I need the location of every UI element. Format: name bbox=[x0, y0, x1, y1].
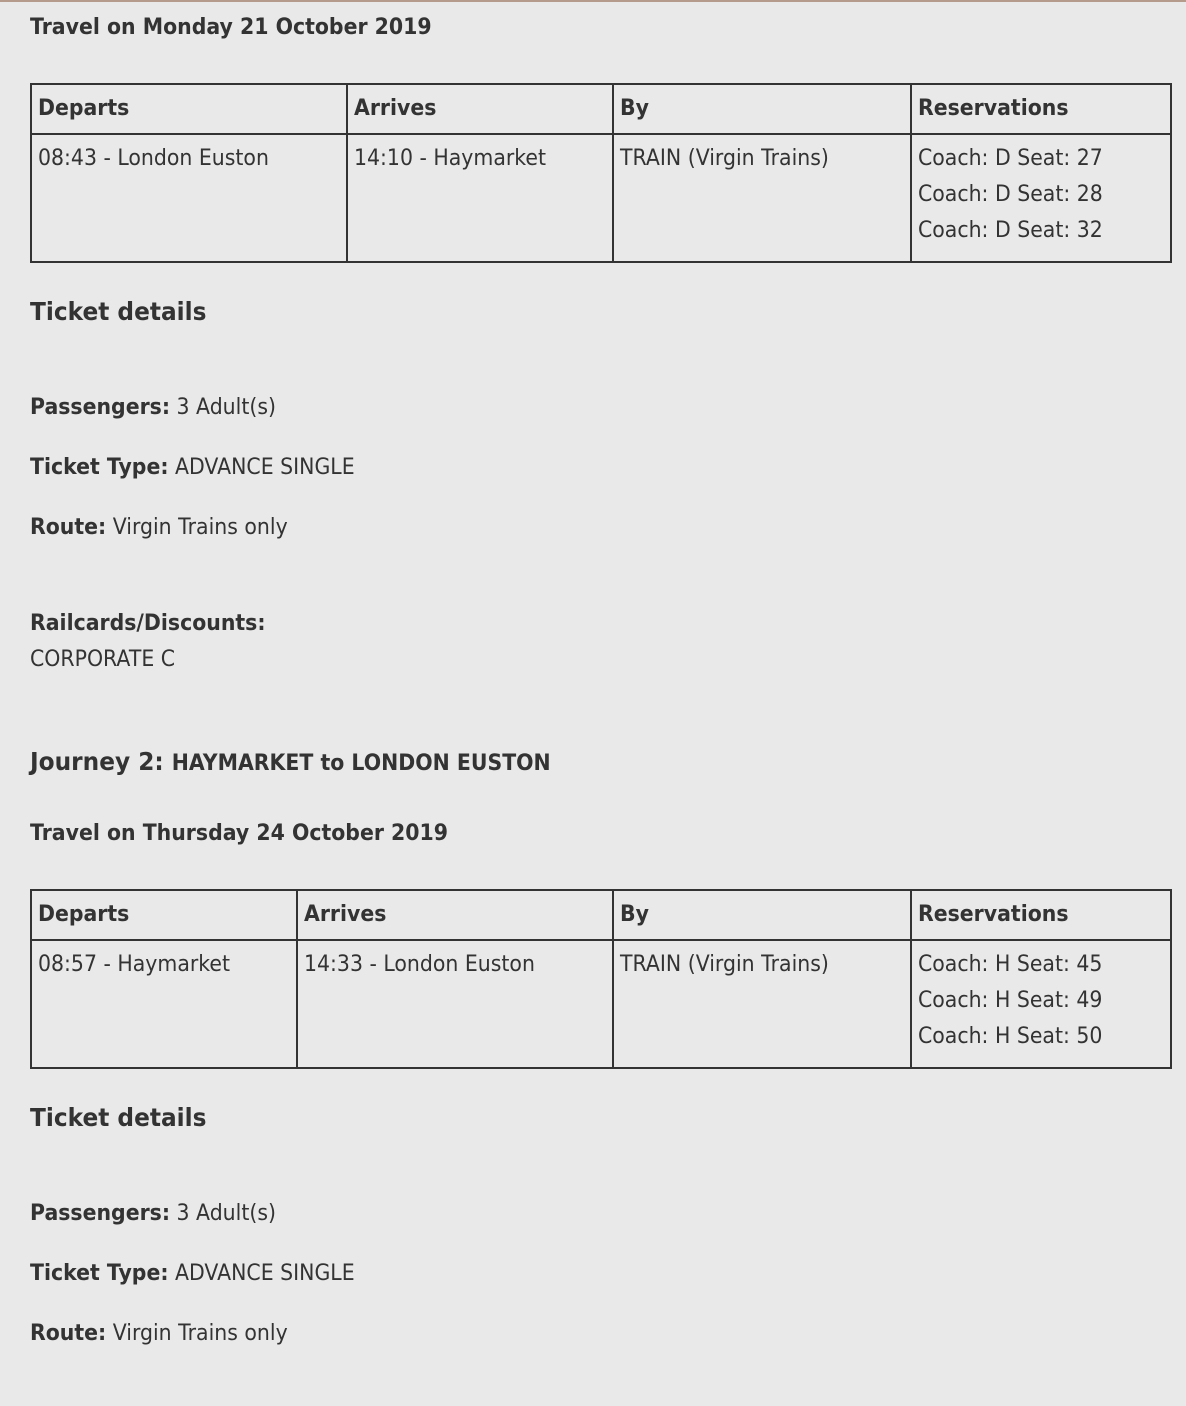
ticket-details-heading-1: Ticket details bbox=[30, 297, 207, 326]
reservation-line: Coach: D Seat: 32 bbox=[918, 218, 1103, 243]
column-header-reservations: Reservations bbox=[911, 890, 1171, 940]
ticket-type-line-1 bbox=[30, 454, 355, 482]
route-value: Virgin Trains only bbox=[112, 515, 288, 540]
departs-cell: 08:43 - London Euston bbox=[31, 134, 347, 262]
ticket-type-value: ADVANCE SINGLE bbox=[175, 455, 355, 480]
column-header-reservations: Reservations bbox=[911, 84, 1171, 134]
top-border-strip bbox=[0, 0, 1186, 2]
ticket-details-heading-2: Ticket details bbox=[30, 1103, 207, 1132]
column-header-arrives: Arrives bbox=[297, 890, 613, 940]
route-line-2 bbox=[30, 1320, 288, 1348]
travel-date: Monday 21 October 2019 bbox=[142, 15, 432, 40]
ticket-type-line-2 bbox=[30, 1260, 355, 1288]
by-cell: TRAIN (Virgin Trains) bbox=[613, 940, 911, 1068]
route-label: Route: bbox=[30, 515, 107, 540]
reservation-line: Coach: D Seat: 27 bbox=[918, 146, 1103, 171]
reservation-line: Coach: H Seat: 45 bbox=[918, 952, 1103, 977]
travel-label: Travel on bbox=[30, 821, 136, 846]
passengers-label: Passengers: bbox=[30, 1201, 171, 1226]
ticket-type-value: ADVANCE SINGLE bbox=[175, 1261, 355, 1286]
arrives-cell: 14:10 - Haymarket bbox=[347, 134, 613, 262]
table-row bbox=[31, 134, 1171, 262]
passengers-label: Passengers: bbox=[30, 395, 171, 420]
travel-label: Travel on bbox=[30, 15, 136, 40]
by-cell: TRAIN (Virgin Trains) bbox=[613, 134, 911, 262]
reservations-cell bbox=[911, 134, 1171, 262]
travel-date: Thursday 24 October 2019 bbox=[142, 821, 448, 846]
journey-heading-2 bbox=[30, 747, 551, 779]
passengers-value: 3 Adult(s) bbox=[176, 395, 276, 420]
railcards-value: CORPORATE C bbox=[30, 647, 176, 672]
reservation-line: Coach: H Seat: 49 bbox=[918, 988, 1103, 1013]
travel-date-heading-2 bbox=[30, 820, 448, 848]
column-header-by: By bbox=[613, 890, 911, 940]
departs-cell: 08:57 - Haymarket bbox=[31, 940, 297, 1068]
itinerary-table-2 bbox=[30, 889, 1172, 1069]
passengers-line-2 bbox=[30, 1200, 276, 1228]
travel-date-heading-1 bbox=[30, 14, 432, 42]
table-header-row bbox=[31, 84, 1171, 134]
column-header-departs: Departs bbox=[31, 890, 297, 940]
passengers-value: 3 Adult(s) bbox=[176, 1201, 276, 1226]
route-label: Route: bbox=[30, 1321, 107, 1346]
column-header-by: By bbox=[613, 84, 911, 134]
journey-route: HAYMARKET to LONDON EUSTON bbox=[171, 751, 551, 776]
itinerary-table-1 bbox=[30, 83, 1172, 263]
column-header-departs: Departs bbox=[31, 84, 347, 134]
passengers-line-1 bbox=[30, 394, 276, 422]
ticket-type-label: Ticket Type: bbox=[30, 455, 169, 480]
journey-label: Journey 2: bbox=[30, 747, 164, 776]
table-row bbox=[31, 940, 1171, 1068]
ticket-type-label: Ticket Type: bbox=[30, 1261, 169, 1286]
column-header-arrives: Arrives bbox=[347, 84, 613, 134]
reservation-line: Coach: H Seat: 50 bbox=[918, 1024, 1103, 1049]
reservations-cell bbox=[911, 940, 1171, 1068]
reservation-line: Coach: D Seat: 28 bbox=[918, 182, 1103, 207]
table-header-row bbox=[31, 890, 1171, 940]
arrives-cell: 14:33 - London Euston bbox=[297, 940, 613, 1068]
route-value: Virgin Trains only bbox=[112, 1321, 288, 1346]
railcards-label: Railcards/Discounts: bbox=[30, 611, 266, 636]
route-line-1 bbox=[30, 514, 288, 542]
